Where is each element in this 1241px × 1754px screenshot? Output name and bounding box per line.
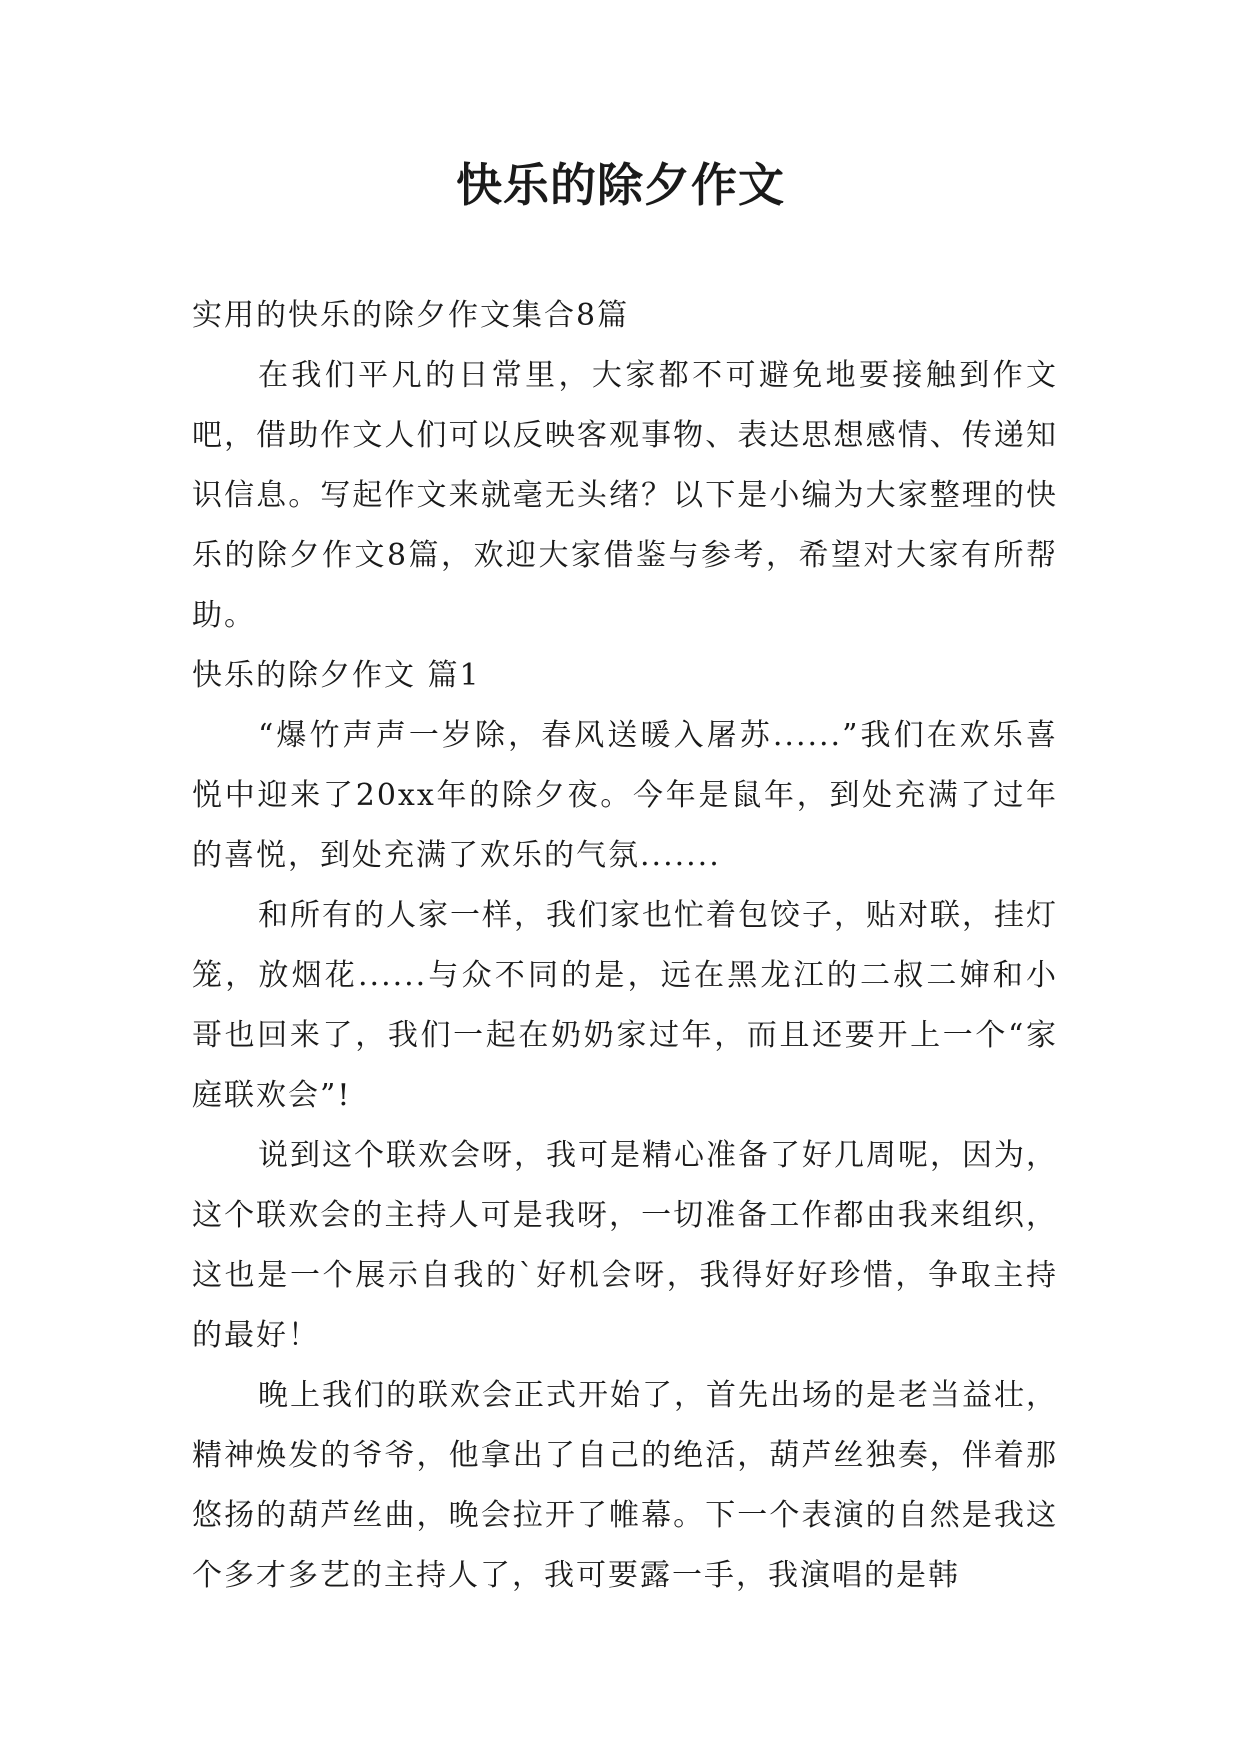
page-title: 快乐的除夕作文 — [456, 158, 785, 212]
intro-paragraph: 在我们平凡的日常里，大家都不可避免地要接触到作文吧，借助作文人们可以反映客观事物、表达思想感情、传递知识信息。写起作文来就毫无头绪？以下是小编为大家整理的快乐的除夕作文8篇，欢迎大家借鉴与参考，希望对大家有所帮助。 — [192, 358, 1058, 633]
body-paragraph: 说到这个联欢会呀，我可是精心准备了好几周呢，因为，这个联欢会的主持人可是我呀，一切准备工作都由我来组织，这也是一个展示自我的`好机会呀，我得好好珍惜，争取主持的最好！ — [192, 1138, 1058, 1353]
body-paragraph: 晚上我们的联欢会正式开始了，首先出场的是老当益壮，精神焕发的爷爷，他拿出了自己的绝活，葫芦丝独奏，伴着那悠扬的葫芦丝曲，晚会拉开了帷幕。下一个表演的自然是我这个多才多艺的主持人了，我可要露一手，我演唱的是韩 — [192, 1378, 1058, 1593]
section-heading: 快乐的除夕作文 篇1 — [192, 658, 481, 693]
document-subtitle: 实用的快乐的除夕作文集合8篇 — [192, 298, 630, 333]
document-body — [192, 286, 1058, 1606]
body-paragraph: “爆竹声声一岁除，春风送暖入屠苏......”我们在欢乐喜悦中迎来了20xx年的除夕夜。今年是鼠年，到处充满了过年的喜悦，到处充满了欢乐的气氛....... — [192, 718, 1058, 873]
body-paragraph: 和所有的人家一样，我们家也忙着包饺子，贴对联，挂灯笼，放烟花......与众不同的是，远在黑龙江的二叔二婶和小哥也回来了，我们一起在奶奶家过年，而且还要开上一个“家庭联欢会”! — [192, 898, 1058, 1113]
